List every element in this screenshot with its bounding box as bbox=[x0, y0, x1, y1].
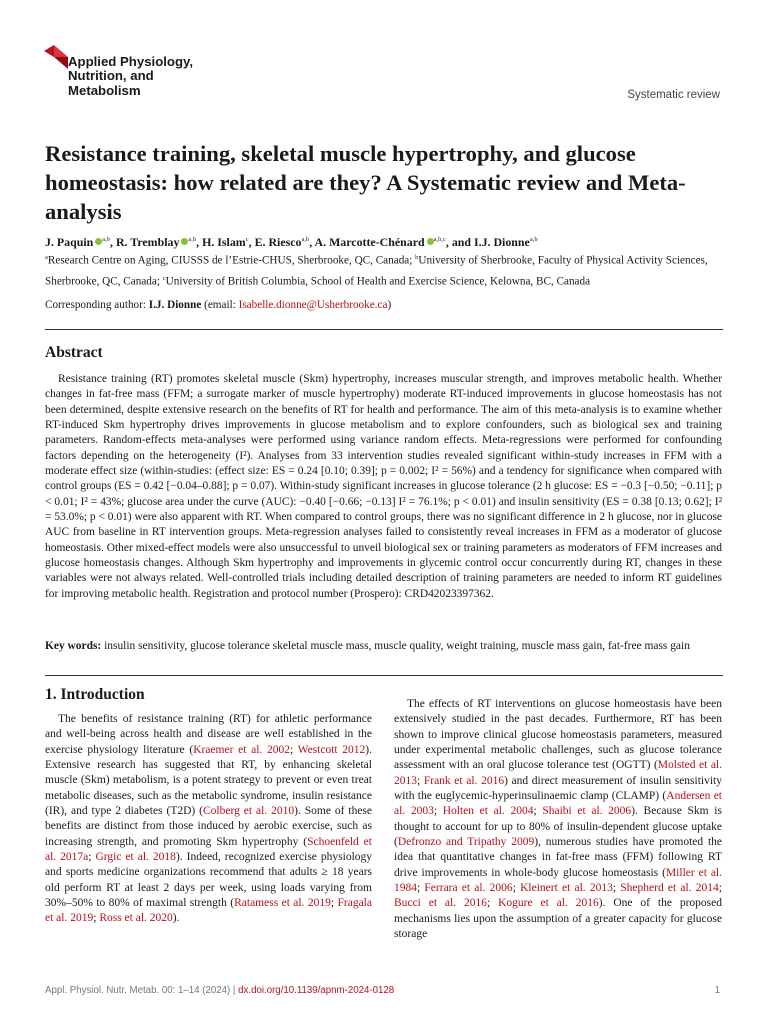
citation-link[interactable]: Miller et al. 1984 bbox=[394, 866, 722, 895]
citation-link[interactable]: Shepherd et al. 2014 bbox=[620, 882, 719, 895]
author-name: A. Marcotte-Chénard bbox=[314, 234, 425, 249]
citation-link[interactable]: Grgic et al. 2018 bbox=[95, 851, 176, 864]
introduction-heading: 1. Introduction bbox=[45, 686, 145, 703]
author-name: H. Islam bbox=[202, 234, 246, 249]
corresponding-email-link[interactable]: Isabelle.dionne@Usherbrooke.ca bbox=[238, 299, 388, 311]
corresponding-author-name: I.J. Dionne bbox=[148, 299, 202, 311]
orcid-icon[interactable] bbox=[427, 238, 434, 245]
citation-link[interactable]: Ross et al. 2020 bbox=[99, 912, 173, 925]
article-type-label: Systematic review bbox=[627, 89, 720, 101]
author-name: J. Paquin bbox=[45, 234, 94, 249]
journal-name: Applied Physiology, Nutrition, and Metabolism bbox=[68, 54, 194, 98]
citation-link[interactable]: Holten et al. 2004 bbox=[442, 805, 534, 818]
citation-link[interactable]: Frank et al. 2016 bbox=[423, 774, 505, 787]
author-name: E. Riesco bbox=[254, 234, 302, 249]
citation-link[interactable]: Bucci et al. 2016 bbox=[394, 897, 487, 910]
section-divider bbox=[45, 675, 723, 676]
author-affiliation-mark: a,b bbox=[529, 236, 538, 243]
section-divider bbox=[45, 329, 723, 330]
citation-link[interactable]: Shaibi et al. 2006 bbox=[542, 805, 632, 818]
citation-link[interactable]: Fragala et al. 2019 bbox=[45, 897, 372, 925]
citation-link[interactable]: Andersen et al. 2003 bbox=[394, 790, 723, 818]
citation-link[interactable]: Schoenfeld et al. 2017a bbox=[45, 835, 372, 864]
author-affiliation-mark: c bbox=[245, 236, 249, 243]
article-title: Resistance training, skeletal muscle hypertrophy, and glucose homeostasis: how related are they? A Systematic review and Meta-analysis bbox=[45, 141, 686, 224]
author-affiliation-mark: a,b bbox=[188, 236, 197, 243]
citation-link[interactable]: Kraemer et al. 2002 bbox=[193, 743, 290, 756]
author-affiliation-mark: a,b bbox=[102, 236, 111, 243]
page-number: 1 bbox=[714, 985, 720, 996]
citation-link[interactable]: Molsted et al. 2013 bbox=[394, 759, 722, 787]
introduction-column-2: The effects of RT interventions on glucose homeostasis have been extensively studied in the past decades. Furthermore, RT has been shown to improve clinical glucose homeostasis parameters, measured under experimental metabolic challenges, such as glucose tolerance assessment with an oral glucose tolerance test (OGTT) (Molsted et al. 2013; Frank et al. 2016) and direct measurement of insulin sensitivity with the euglycemic-hyperinsulinaemic clamp (CLAMP) (Andersen et al. 2003; Holten et al. 2004; Shaibi et al. 2006). Because Skm is thought to account for up to 80% of insulin-dependent glucose uptake (Defronzo and Tripathy 2009), numerous studies have promoted the idea that quantitative changes in fat-free mass (FFM) following RT drive improvements in whole-body glucose homeostasis (Miller et al. 1984; Ferrara et al. 2006; Kleinert et al. 2013; Shepherd et al. 2014; Bucci et al. 2016; Kogure et al. 2016). One of the proposed mechanisms lies upon the assumption of a greater capacity for glucose storage bbox=[394, 698, 723, 941]
citation-link[interactable]: Ratamess et al. 2019 bbox=[234, 897, 331, 910]
abstract-heading: Abstract bbox=[45, 344, 103, 361]
footer-citation: Appl. Physiol. Nutr. Metab. 00: 1–14 (2024) | dx.doi.org/10.1139/apnm-2024-0128 bbox=[45, 985, 395, 996]
corresponding-author: Corresponding author: I.J. Dionne (email: Isabelle.dionne@Usherbrooke.ca) bbox=[45, 299, 392, 311]
doi-link[interactable]: dx.doi.org/10.1139/apnm-2024-0128 bbox=[238, 985, 395, 996]
keywords: Key words: insulin sensitivity, glucose tolerance skeletal muscle mass, muscle quality, weight training, muscle mass gain, fat-free mass gain bbox=[45, 640, 690, 652]
citation-link[interactable]: Defronzo and Tripathy 2009 bbox=[397, 836, 535, 849]
citation-link[interactable]: Colberg et al. 2010 bbox=[203, 805, 295, 818]
author-affiliation-mark: a,b,c bbox=[433, 236, 446, 243]
citation-link[interactable]: Westcott 2012 bbox=[297, 743, 366, 756]
keywords-label: Key words: bbox=[45, 640, 102, 652]
citation-link[interactable]: Kogure et al. 2016 bbox=[498, 897, 599, 910]
affiliations: $^a$Research Centre on Aging, CIUSSS de l’Estrie-CHUS, Sherbrooke, QC, Canada; $^b$University of Sherbrooke, Faculty of Physical Activity Sciences, Sherbrooke, QC, Canada; $^c$University of British Columbia, School of Health and Exercise Science, Kelowna, BC, Canada bbox=[45, 254, 708, 288]
abstract-text: Resistance training (RT) promotes skeletal muscle (Skm) hypertrophy, increases muscular strength, and improves metabolic health. Whether changes in fat-free mass (FFM; a surrogate marker of muscle hypertrophy) moderate RT-induced improvements in glucose homeostasis has not been determined, despite extensive research on the benefits of RT for health and performance. The aim of this meta-analysis is to examine whether RT-induced Skm hypertrophy drives improvements in glucose metabolism and to explore confounders, such as biological sex and training parameters. Random-effects meta-analyses were performed using variance random effects. Meta-regressions were performed for confounding factors depending on the heterogeneity (I²). Analyses from 33 intervention studies revealed significant within-study increases in FFM with a moderate effect size (within-studies: (effect size: ES = 0.24 [0.10; 0.39]; p = 0.002; I² = 56%) and a tendency for significance when compared with control groups (ES = 0.42 [−0.04–0.88]; p = 0.07). Within-study significant increases in glucose tolerance (2 h glucose: ES = −0.3 [−0.50; −0.11]; p < 0.01; I² = 43%; glucose area under the curve (AUC): −0.40 [−0.66; −0.13] I² = 76.1%; p < 0.01) and insulin sensitivity (ES = 0.38 [0.13; 0.62]; I² = 53.0%; p < 0.01) were also apparent with RT. When compared to control groups, there was no significant difference in 2 h glucose, nor in glucose AUC from baseline in RT intervention groups. Meta-regression analyses failed to consistently reveal increases in FFM as a moderator of glucose homeostasis. Other mixed-effect models were also unsuccessful to unveil biological sex or training parameters as moderators of FFM increases and glucose homeostasis changes. Although Skm hypertrophy and improvements in glycemic control occur concurrently during RT, changes in these variables were not always related. Well-controlled trials including detailed description of training parameters are needed to inform RT guidelines for improving metabolic health. Registration and protocol number (Prospero): CRD42023397362. bbox=[45, 373, 722, 600]
author-affiliation-mark: a,b bbox=[301, 236, 310, 243]
author-list: J. Paquin $^{a,b}$, R. Tremblay $^{a,b}$, H. Islam$^c$, E. Riesco$^{a,b}$, A. Marcotte-Chénard $^{a,b,c}$, and I.J. Dionne$^{a,b}$ bbox=[45, 234, 538, 249]
author-name: R. Tremblay bbox=[115, 234, 180, 249]
citation-link[interactable]: Ferrara et al. 2006 bbox=[424, 882, 513, 895]
introduction-column-1: The benefits of resistance training (RT) for athletic performance and well-being across health and disease are well established in the exercise physiology literature (Kraemer et al. 2002; Westcott 2012). Extensive research has suggested that RT, by enhancing skeletal muscle (Skm) metabolism, is a potent strategy to prevent or even treat metabolic diseases, such as the metabolic syndrome, insulin resistance (IR), and type 2 diabetes (T2D) (Colberg et al. 2010). Some of these benefits are distinct from those induced by aerobic exercise, such as increasing strength, and promoting Skm hypertrophy (Schoenfeld et al. 2017a; Grgic et al. 2018). Indeed, recognized exercise physiology and sports medicine organizations recommend that adults ≥ 18 years old perform RT at least 2 days per week, using loads varying from 30%–50% to 80% of maximal strength (Ratamess et al. 2019; Fragala et al. 2019; Ross et al. 2020). bbox=[45, 713, 373, 925]
author-name: I.J. Dionne bbox=[473, 234, 530, 249]
citation-link[interactable]: Kleinert et al. 2013 bbox=[520, 882, 613, 895]
